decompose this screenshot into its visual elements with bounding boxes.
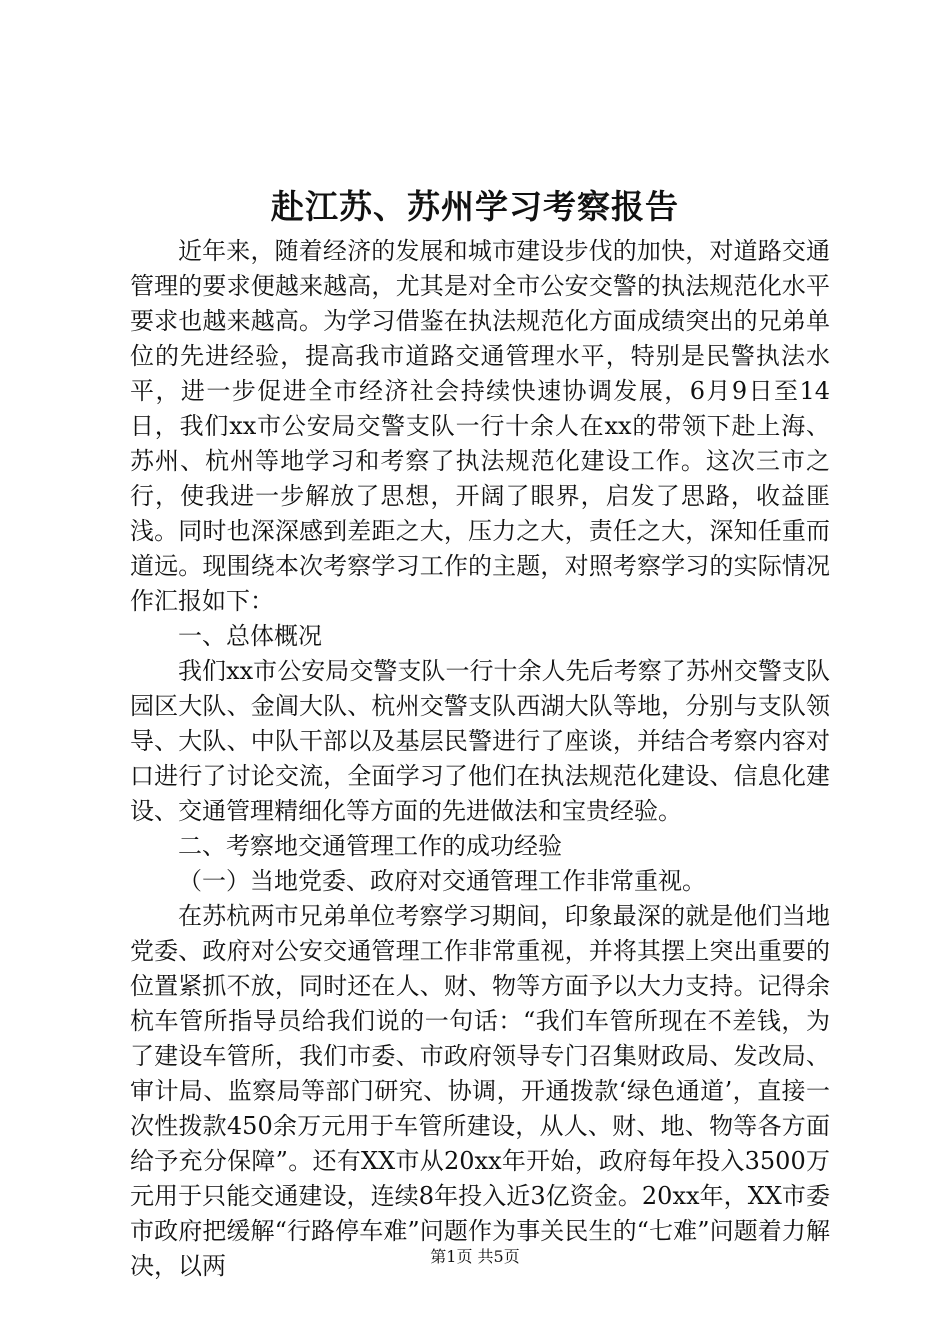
subheading-section-2-1: （一）当地党委、政府对交通管理工作非常重视。: [178, 867, 706, 895]
document-body: [130, 234, 830, 1284]
heading-section-1: 一、总体概况: [178, 622, 322, 650]
paragraph-experience: 在苏杭两市兄弟单位考察学习期间，印象最深的就是他们当地党委、政府对公安交通管理工作非常重视，并将其摆上突出重要的位置紧抓不放，同时还在人、财、物等方面予以大力支持。记得余杭车管所指导员给我们说的一句话：“我们车管所现在不差钱，为了建设车管所，我们市委、市政府领导专门召集财政局、发改局、审计局、监察局等部门研究、协调，开通拨款‘绿色通道’，直接一次性拨款450余万元用于车管所建设，从人、财、地、物等各方面给予充分保障”。还有XX市从20xx年开始，政府每年投入3500万元用于只能交通建设，连续8年投入近3亿资金。20xx年，XX市委市政府把缓解“行路停车难”问题作为事关民生的“七难”问题着力解决，以两: [130, 902, 830, 1280]
heading-section-2: 二、考察地交通管理工作的成功经验: [178, 832, 562, 860]
paragraph-intro: 近年来，随着经济的发展和城市建设步伐的加快，对道路交通管理的要求便越来越高，尤其是对全市公安交警的执法规范化水平要求也越来越高。为学习借鉴在执法规范化方面成绩突出的兄弟单位的先进经验，提高我市道路交通管理水平，特别是民警执法水平，进一步促进全市经济社会持续快速协调发展，6月9日至14日，我们xx市公安局交警支队一行十余人在xx的带领下赴上海、苏州、杭州等地学习和考察了执法规范化建设工作。这次三市之行，使我进一步解放了思想，开阔了眼界，启发了思路，收益匪浅。同时也深深感到差距之大，压力之大，责任之大，深知任重而道远。现围绕本次考察学习工作的主题，对照考察学习的实际情况作汇报如下：: [130, 237, 830, 615]
page-number-footer: 第1页 共5页: [430, 1247, 520, 1266]
paragraph-overview: 我们xx市公安局交警支队一行十余人先后考察了苏州交警支队园区大队、金阊大队、杭州交警支队西湖大队等地，分别与支队领导、大队、中队干部以及基层民警进行了座谈，并结合考察内容对口进行了讨论交流，全面学习了他们在执法规范化建设、信息化建设、交通管理精细化等方面的先进做法和宝贵经验。: [130, 657, 830, 825]
document-title: 赴江苏、苏州学习考察报告: [271, 187, 679, 226]
